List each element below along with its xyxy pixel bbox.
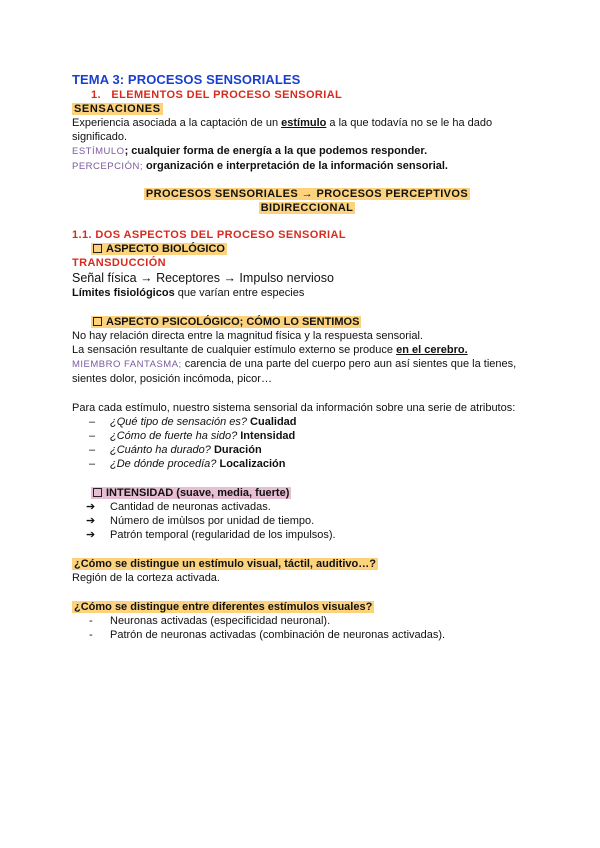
aspecto-biologico-label: ASPECTO BIOLÓGICO: [106, 243, 225, 255]
miembro-fantasma-definition: [72, 357, 542, 386]
intensidad-heading: [72, 486, 542, 500]
estimulo-definition: [72, 144, 542, 159]
attribute-answer: Cualidad: [250, 416, 297, 428]
attribute-question: ¿Cuánto ha durado?: [110, 444, 211, 456]
psy-line-2-text: La sensación resultante de cualquier estímulo externo se produce: [72, 344, 397, 356]
estimulo-keyword: estímulo: [281, 117, 327, 129]
answer-1: Región de la corteza activada.: [72, 572, 220, 584]
definition-text-end: a la que todavía no se le ha dado significado.: [72, 117, 493, 143]
aspecto-biologico-heading: [72, 242, 542, 256]
sensaciones-definition: [72, 116, 542, 144]
estimulo-label: ESTÍMULO: [72, 146, 125, 157]
attributes-intro: Para cada estímulo, nuestro sistema sensorial da información sobre una serie de atributos:: [72, 402, 516, 414]
arrow-icon: ➔: [86, 529, 96, 541]
arrow-icon: ➔: [86, 515, 96, 527]
bidireccional-label: BIDIRECCIONAL: [260, 202, 354, 214]
list-item: – ¿Cómo de fuerte ha sido? Intensidad: [89, 430, 296, 442]
attribute-question: ¿De dónde procedía?: [110, 458, 217, 470]
estimulo-text: ; cualquier forma de energía a la que podemos responder.: [124, 145, 428, 157]
checkbox-icon: [93, 488, 102, 497]
attribute-question: ¿Qué tipo de sensación es?: [110, 416, 247, 428]
percepcion-definition: [72, 159, 542, 174]
checkbox-icon: [93, 317, 102, 326]
attribute-answer: Duración: [213, 444, 262, 456]
percepcion-text: organización e interpretación de la información sensorial.: [142, 160, 448, 172]
center-block: [72, 187, 542, 215]
list-item: ➔ Cantidad de neuronas activadas.: [86, 501, 271, 513]
arrow-icon: ➔: [86, 501, 96, 513]
attributes-list: [72, 415, 542, 471]
list-item: ➔ Patrón temporal (regularidad de los impulsos).: [86, 529, 336, 541]
transduccion-heading: TRANSDUCCIÓN: [72, 257, 167, 269]
aspecto-psicologico-label: ASPECTO PSICOLÓGICO; CÓMO LO SENTIMOS: [106, 316, 360, 328]
aspecto-psicologico-heading: [72, 315, 542, 329]
section-1-number: 1.: [91, 89, 101, 101]
list-item: – ¿Qué tipo de sensación es? Cualidad: [89, 416, 297, 428]
list-item: - Neuronas activadas (especificidad neuronal).: [89, 615, 331, 627]
list-item: - Patrón de neuronas activadas (combinación de neuronas activadas).: [89, 629, 446, 641]
section-1-title: ELEMENTOS DEL PROCESO SENSORIAL: [111, 89, 343, 101]
list-item: – ¿De dónde procedía? Localización: [89, 458, 286, 470]
question-2: ¿Cómo se distingue entre diferentes estímulos visuales?: [74, 601, 373, 613]
checkbox-icon: [93, 244, 102, 253]
limits-bold: Límites fisiológicos: [72, 287, 175, 299]
definition-text-start: Experiencia asociada a la captación de un: [72, 117, 282, 129]
limits-line: [72, 286, 542, 300]
transduction-chain: Señal física → Receptores → Impulso nervioso: [72, 271, 334, 285]
document-page: [72, 72, 542, 642]
miembro-fantasma-label: MIEMBRO FANTASMA;: [72, 359, 182, 370]
attribute-answer: Intensidad: [240, 430, 296, 442]
psy-line-1: No hay relación directa entre la magnitud física y la respuesta sensorial.: [72, 330, 423, 342]
miembro-fantasma-text: carencia de una parte del cuerpo pero aun así sientes que la tienes, sientes dolor, posición incómoda, picor…: [72, 358, 517, 385]
limits-text: que varían entre especies: [174, 287, 305, 299]
list-item: ➔ Número de imùlsos por unidad de tiempo.: [86, 515, 315, 527]
document-title: TEMA 3: PROCESOS SENSORIALES: [72, 72, 301, 87]
attribute-answer: Localización: [219, 458, 286, 470]
question-2-list: [72, 614, 542, 642]
intensidad-list: [72, 500, 542, 542]
cerebro-keyword: en el cerebro.: [396, 344, 468, 356]
section-1-heading: [72, 88, 542, 102]
list-item: – ¿Cuánto ha durado? Duración: [89, 444, 262, 456]
sensaciones-heading: SENSACIONES: [74, 103, 161, 115]
percepcion-label: PERCEPCIÓN;: [72, 161, 143, 172]
attribute-question: ¿Cómo de fuerte ha sido?: [110, 430, 238, 442]
psy-line-2: [72, 343, 542, 357]
section-1-1-heading: 1.1. DOS ASPECTOS DEL PROCESO SENSORIAL: [72, 229, 346, 241]
question-1: ¿Cómo se distingue un estímulo visual, táctil, auditivo…?: [74, 558, 376, 570]
processes-line: PROCESOS SENSORIALES → PROCESOS PERCEPTIVOS: [145, 188, 469, 200]
intensidad-label: INTENSIDAD (suave, media, fuerte): [106, 487, 290, 499]
